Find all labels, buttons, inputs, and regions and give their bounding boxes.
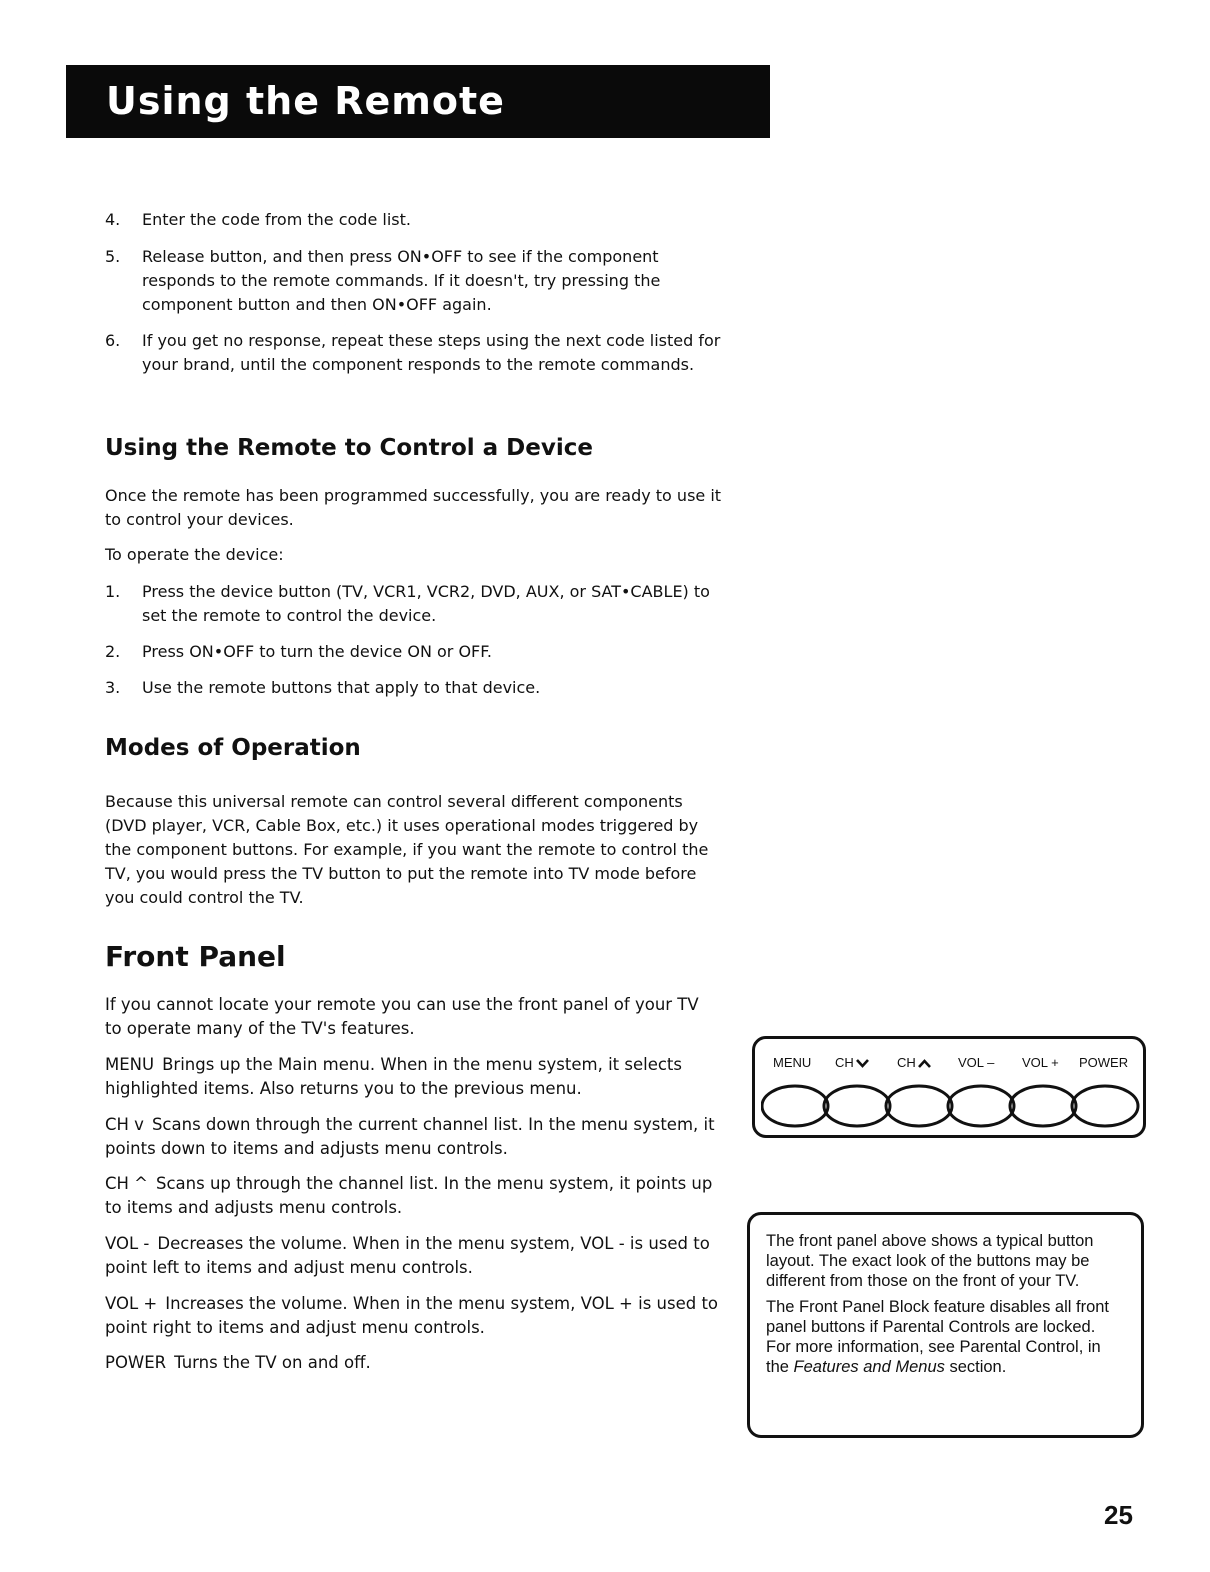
menu-button-shape [762, 1086, 828, 1126]
front-panel-item-ch-up [105, 1172, 720, 1220]
step-text: Press ON•OFF to turn the device ON or OFF. [142, 642, 492, 661]
panel-label-vol-down: VOL – [958, 1055, 995, 1070]
step-number: 3. [105, 678, 121, 697]
step-number: 6. [105, 331, 121, 350]
item-term: POWER [105, 1353, 167, 1372]
item-text: Increases the volume. When in the menu system, VOL + is used to point right to items and adjust menu controls. [105, 1294, 719, 1337]
front-panel-item-menu [105, 1053, 720, 1101]
item-term: MENU [105, 1055, 155, 1074]
step-5 [105, 245, 725, 317]
ch-up-button-shape [886, 1086, 952, 1126]
panel-buttons [761, 1081, 1141, 1131]
step-text: If you get no response, repeat these steps using the next code listed for your brand, until the component responds to the remote commands. [142, 331, 721, 374]
front-panel-item-vol-up [105, 1292, 720, 1340]
section-heading-control-device: Using the Remote to Control a Device [105, 435, 593, 461]
panel-label-power: POWER [1079, 1055, 1129, 1070]
header-bar [66, 65, 770, 138]
chevron-up-icon [918, 1059, 931, 1068]
step-text: Release button, and then press ON•OFF to see if the component responds to the remote commands. If it doesn't, try pressing the component button and then ON•OFF again. [142, 247, 661, 314]
step-text: Use the remote buttons that apply to that device. [142, 678, 541, 697]
page-number: 25 [1104, 1500, 1133, 1530]
section-heading-modes: Modes of Operation [105, 735, 361, 761]
chevron-down-icon [856, 1059, 869, 1068]
item-text: Scans down through the current channel list. In the menu system, it points down to items and adjusts menu controls. [105, 1115, 715, 1158]
panel-label-ch-down: CH [835, 1055, 869, 1070]
step-number: 2. [105, 642, 121, 661]
front-panel-intro: If you cannot locate your remote you can use the front panel of your TV to operate many of the TV's features. [105, 995, 699, 1038]
step-number: 1. [105, 582, 121, 601]
control-intro: Once the remote has been programmed successfully, you are ready to use it to control your devices. [105, 486, 722, 529]
vol-down-button-shape [948, 1086, 1014, 1126]
page-title: Using the Remote [106, 79, 505, 123]
step-number: 4. [105, 210, 121, 229]
note-paragraph-2: The Front Panel Block feature disables all front panel buttons if Parental Controls are locked. For more information, see Parental Control, in the Features and Menus section. [766, 1298, 1110, 1376]
step-4 [105, 208, 725, 232]
item-term: VOL + [105, 1294, 158, 1313]
panel-label-menu: MENU [773, 1055, 812, 1070]
front-panel-item-ch-down [105, 1113, 720, 1161]
control-step-3 [105, 676, 725, 700]
section-heading-front-panel: Front Panel [105, 940, 286, 973]
modes-text: Because this universal remote can control several different components (DVD player, VCR, Cable Box, etc.) it uses operational modes triggered by the component buttons. For example, if you want the remote to control the TV, you would press the TV button to put the remote into TV mode before you could control the TV. [105, 792, 709, 907]
item-text: Decreases the volume. When in the menu system, VOL - is used to point left to items and adjust menu controls. [105, 1234, 710, 1277]
item-text: Brings up the Main menu. When in the menu system, it selects highlighted items. Also returns you to the previous menu. [105, 1055, 682, 1098]
note-paragraph-1: The front panel above shows a typical button layout. The exact look of the buttons may be different from those on the front of your TV. [766, 1232, 1094, 1290]
note-emphasis: Features and Menus [793, 1358, 945, 1376]
panel-label-ch-up: CH [897, 1055, 931, 1070]
item-term: CH v [105, 1115, 144, 1134]
note-box [747, 1212, 1144, 1438]
control-lead: To operate the device: [105, 545, 284, 564]
ch-down-button-shape [824, 1086, 890, 1126]
step-6 [105, 329, 725, 377]
front-panel-item-power [105, 1351, 720, 1375]
control-step-1 [105, 580, 725, 628]
step-text: Press the device button (TV, VCR1, VCR2, DVD, AUX, or SAT•CABLE) to set the remote to control the device. [142, 582, 710, 625]
control-step-2 [105, 640, 725, 664]
item-term: VOL - [105, 1234, 150, 1253]
item-text: Turns the TV on and off. [174, 1353, 371, 1372]
step-text: Enter the code from the code list. [142, 210, 411, 229]
front-panel-item-vol-down [105, 1232, 720, 1280]
step-number: 5. [105, 247, 121, 266]
vol-up-button-shape [1010, 1086, 1076, 1126]
front-panel-diagram [752, 1036, 1146, 1138]
item-text: Scans up through the channel list. In the menu system, it points up to items and adjusts menu controls. [105, 1174, 713, 1217]
power-button-shape [1072, 1086, 1138, 1126]
panel-label-vol-up: VOL + [1022, 1055, 1059, 1070]
item-term: CH ^ [105, 1174, 148, 1193]
